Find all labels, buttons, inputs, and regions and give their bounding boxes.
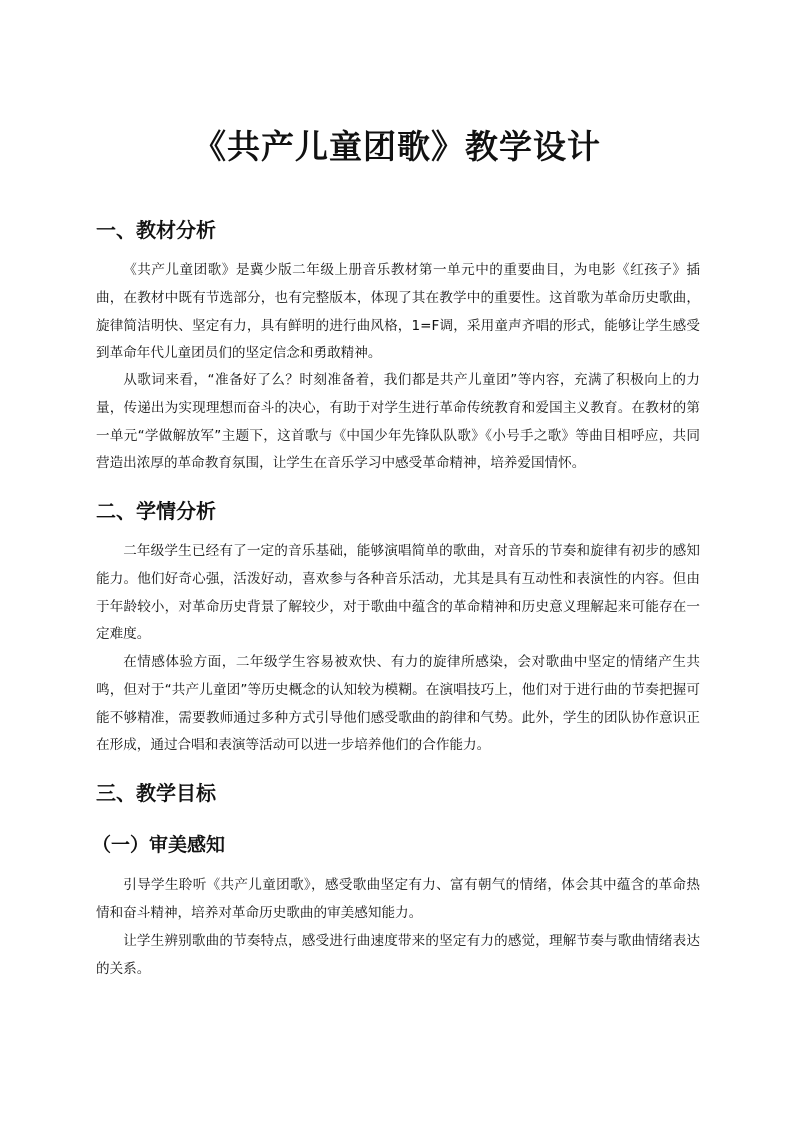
document-title: 《共产儿童团歌》教学设计 — [193, 127, 601, 166]
paragraph-student-analysis-2: 在情感体验方面，二年级学生容易被欢快、有力的旋律所感染，会对歌曲中坚定的情绪产生共鸣，但对于“共产儿童团”等历史概念的认知较为模糊。在演唱技巧上，他们对于进行曲的节奏把握可能不够精准，需要教师通过多种方式引导他们感受歌曲的韵律和气势。此外，学生的团队协作意识正在形成，通过合唱和表演等活动可以进一步培养他们的合作能力。 — [96, 654, 700, 754]
section-heading-textbook-analysis: 一、教材分析 — [96, 218, 216, 242]
section-heading-teaching-goals: 三、教学目标 — [96, 781, 216, 805]
paragraph-student-analysis-1: 二年级学生已经有了一定的音乐基础，能够演唱简单的歌曲，对音乐的节奏和旋律有初步的感知能力。他们好奇心强，活泼好动，喜欢参与各种音乐活动，尤其是具有互动性和表演性的内容。但由于年龄较小，对革命历史背景了解较少，对于歌曲中蕴含的革命精神和历史意义理解起来可能存在一定难度。 — [96, 543, 700, 643]
subsection-heading-aesthetic-perception: （一）审美感知 — [92, 834, 226, 856]
paragraph-aesthetic-perception-2: 让学生辨别歌曲的节奏特点，感受进行曲速度带来的坚定有力的感觉，理解节奏与歌曲情绪表达的关系。 — [96, 933, 700, 977]
paragraph-aesthetic-perception-1: 引导学生聆听《共产儿童团歌》，感受歌曲坚定有力、富有朝气的情绪，体会其中蕴含的革命热情和奋斗精神，培养对革命历史歌曲的审美感知能力。 — [96, 877, 700, 921]
section-heading-student-analysis: 二、学情分析 — [96, 499, 216, 523]
paragraph-textbook-analysis-1: 《共产儿童团歌》是冀少版二年级上册音乐教材第一单元中的重要曲目，为电影《红孩子》插曲，在教材中既有节选部分，也有完整版本，体现了其在教学中的重要性。这首歌为革命历史歌曲，旋律简洁明快、坚定有力，具有鲜明的进行曲风格，1=F调，采用童声齐唱的形式，能够让学生感受到革命年代儿童团员们的坚定信念和勇敢精神。 — [96, 262, 700, 362]
paragraph-textbook-analysis-2: 从歌词来看，“准备好了么？时刻准备着，我们都是共产儿童团”等内容，充满了积极向上的力量，传递出为实现理想而奋斗的决心，有助于对学生进行革命传统教育和爱国主义教育。在教材的第一单元“学做解放军”主题下，这首歌与《中国少年先锋队队歌》《小号手之歌》等曲目相呼应，共同营造出浓厚的革命教育氛围，让学生在音乐学习中感受革命精神，培养爱国情怀。 — [96, 372, 700, 472]
